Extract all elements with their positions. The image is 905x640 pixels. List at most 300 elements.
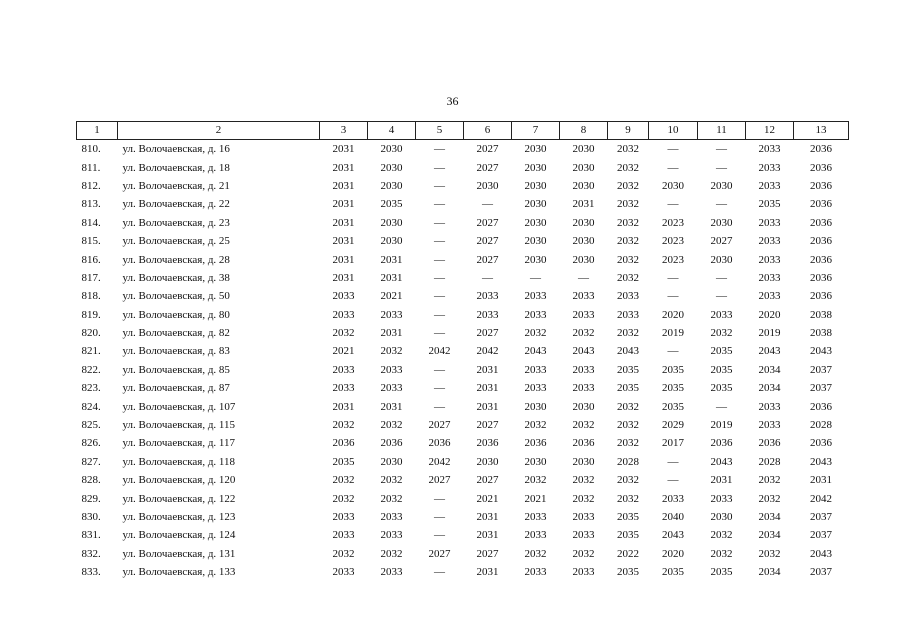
year-cell: 2037 — [810, 529, 832, 542]
year-cell: — — [434, 566, 445, 579]
year-cell: 2032 — [380, 547, 403, 560]
year-cell: 2028 — [758, 455, 781, 468]
data-table — [76, 121, 849, 581]
address-cell: ул. Волочаевская, д. 118 — [122, 455, 236, 468]
year-cell: 2027 — [428, 547, 451, 560]
year-cell: — — [434, 216, 445, 229]
year-cell: — — [716, 161, 727, 174]
year-cell: 2027 — [476, 216, 499, 229]
year-cell: 2037 — [810, 382, 832, 395]
year-cell: 2032 — [332, 547, 355, 560]
table-row — [77, 526, 849, 544]
year-cell: 2021 — [476, 492, 499, 505]
year-cell: 2032 — [710, 547, 733, 560]
header-cell: 1 — [77, 122, 118, 140]
year-cell: 2033 — [380, 566, 403, 579]
year-cell: 2035 — [662, 382, 684, 395]
year-cell: 2032 — [572, 327, 595, 340]
year-cell: 2020 — [662, 547, 684, 560]
year-cell: — — [667, 198, 679, 211]
year-cell: 2033 — [524, 511, 547, 523]
row-number: 825. — [81, 419, 101, 432]
year-cell: — — [434, 529, 445, 542]
year-cell: 2032 — [617, 327, 639, 340]
year-cell: 2037 — [810, 566, 832, 579]
year-cell: 2030 — [380, 161, 403, 174]
year-cell: — — [434, 179, 445, 192]
table-row — [77, 269, 849, 287]
year-cell: 2032 — [758, 547, 781, 560]
header-cell: 9 — [608, 122, 649, 140]
year-cell: 2036 — [476, 437, 499, 450]
year-cell: 2035 — [662, 566, 684, 579]
year-cell: 2031 — [332, 271, 355, 284]
address-cell: ул. Волочаевская, д. 23 — [122, 216, 230, 229]
year-cell: 2020 — [758, 308, 781, 321]
year-cell: 2043 — [810, 455, 832, 468]
year-cell: 2032 — [572, 547, 595, 560]
year-cell: 2032 — [617, 437, 639, 450]
address-cell: ул. Волочаевская, д. 22 — [122, 198, 230, 211]
table-row — [77, 342, 849, 360]
address-cell: ул. Волочаевская, д. 117 — [122, 437, 236, 450]
year-cell: — — [434, 308, 445, 321]
year-cell: — — [667, 271, 679, 284]
year-cell: 2032 — [617, 400, 639, 413]
table-row — [77, 287, 849, 305]
year-cell: 2042 — [476, 345, 499, 358]
year-cell: 2031 — [332, 400, 355, 413]
year-cell: 2033 — [758, 290, 781, 303]
table-row — [77, 563, 849, 581]
year-cell: 2030 — [524, 253, 547, 266]
year-cell: 2033 — [380, 529, 403, 542]
year-cell: 2033 — [524, 363, 547, 376]
address-cell: ул. Волочаевская, д. 123 — [122, 511, 236, 523]
year-cell: 2036 — [810, 161, 832, 174]
year-cell: 2031 — [476, 529, 499, 542]
header-cell: 10 — [649, 122, 698, 140]
year-cell: 2032 — [617, 271, 639, 284]
year-cell: 2031 — [380, 400, 403, 413]
year-cell: 2032 — [617, 235, 639, 248]
year-cell: 2036 — [332, 437, 355, 450]
table-row — [77, 397, 849, 415]
year-cell: 2038 — [810, 327, 832, 340]
year-cell: 2032 — [617, 161, 639, 174]
year-cell: 2034 — [758, 511, 781, 523]
year-cell: 2034 — [758, 566, 781, 579]
row-number: 813. — [81, 198, 101, 211]
year-cell: 2030 — [572, 179, 595, 192]
year-cell: 2033 — [758, 253, 781, 266]
row-number: 812. — [81, 179, 101, 192]
page-number: 36 — [446, 94, 459, 108]
year-cell: 2019 — [662, 327, 684, 340]
table-row — [77, 158, 849, 176]
year-cell: — — [434, 400, 445, 413]
year-cell: — — [434, 198, 445, 211]
year-cell: 2032 — [617, 253, 639, 266]
year-cell: 2033 — [332, 290, 355, 303]
year-cell: 2031 — [332, 198, 355, 211]
year-cell: 2023 — [662, 253, 684, 266]
row-number: 831. — [81, 529, 101, 542]
year-cell: 2030 — [524, 400, 547, 413]
row-number: 822. — [81, 363, 101, 376]
year-cell: — — [667, 455, 679, 468]
year-cell: 2032 — [617, 419, 639, 432]
header-cell: 6 — [464, 122, 512, 140]
year-cell: 2030 — [380, 179, 403, 192]
year-cell: 2031 — [332, 235, 355, 248]
year-cell: 2034 — [758, 529, 781, 542]
address-cell: ул. Волочаевская, д. 80 — [122, 308, 230, 321]
address-cell: ул. Волочаевская, д. 133 — [122, 566, 236, 579]
year-cell: 2028 — [617, 455, 639, 468]
year-cell: — — [434, 235, 445, 248]
year-cell: 2036 — [810, 179, 832, 192]
header-cell: 13 — [794, 122, 849, 140]
year-cell: 2042 — [428, 345, 451, 358]
year-cell: — — [434, 327, 445, 340]
year-cell: 2032 — [617, 216, 639, 229]
year-cell: 2030 — [476, 179, 499, 192]
year-cell: 2036 — [810, 400, 832, 413]
year-cell: 2032 — [332, 474, 355, 487]
year-cell: 2036 — [810, 216, 832, 229]
row-number: 828. — [81, 474, 101, 487]
year-cell: — — [434, 161, 445, 174]
year-cell: 2030 — [380, 216, 403, 229]
row-number: 821. — [81, 345, 101, 358]
header-cell: 5 — [416, 122, 464, 140]
year-cell: 2035 — [617, 511, 639, 523]
year-cell: 2034 — [758, 382, 781, 395]
year-cell: 2030 — [524, 179, 547, 192]
address-cell: ул. Волочаевская, д. 82 — [122, 327, 230, 340]
year-cell: — — [434, 492, 445, 505]
row-number: 829. — [81, 492, 101, 505]
year-cell: 2031 — [476, 363, 499, 376]
year-cell: 2033 — [332, 529, 355, 542]
address-cell: ул. Волочаевская, д. 50 — [122, 290, 230, 303]
year-cell: 2030 — [572, 400, 595, 413]
year-cell: 2031 — [332, 179, 355, 192]
table-row — [77, 250, 849, 268]
year-cell: 2033 — [380, 363, 403, 376]
year-cell: 2036 — [810, 235, 832, 248]
header-cell: 12 — [746, 122, 794, 140]
year-cell: 2033 — [758, 235, 781, 248]
year-cell: 2035 — [758, 198, 781, 211]
year-cell: 2033 — [476, 308, 499, 321]
year-cell: 2027 — [476, 547, 499, 560]
year-cell: — — [716, 400, 727, 413]
year-cell: 2023 — [662, 235, 684, 248]
address-cell: ул. Волочаевская, д. 83 — [122, 345, 230, 358]
year-cell: — — [434, 511, 445, 523]
year-cell: 2033 — [572, 290, 595, 303]
year-cell: 2043 — [810, 547, 832, 560]
year-cell: 2030 — [524, 198, 547, 211]
table-row — [77, 453, 849, 471]
year-cell: 2035 — [710, 345, 733, 358]
row-number: 816. — [81, 253, 101, 266]
year-cell: 2030 — [476, 455, 499, 468]
year-cell: 2040 — [662, 511, 684, 523]
year-cell: 2022 — [617, 547, 639, 560]
year-cell: 2030 — [572, 253, 595, 266]
year-cell: 2030 — [572, 216, 595, 229]
year-cell: 2021 — [332, 345, 355, 358]
year-cell: 2030 — [710, 253, 733, 266]
year-cell: — — [667, 143, 679, 156]
year-cell: — — [482, 198, 493, 211]
table-body — [77, 140, 849, 582]
year-cell: 2033 — [572, 308, 595, 321]
header-cell: 11 — [698, 122, 746, 140]
year-cell: 2031 — [710, 474, 733, 487]
address-cell: ул. Волочаевская, д. 38 — [122, 271, 230, 284]
year-cell: 2033 — [524, 529, 547, 542]
year-cell: 2033 — [380, 511, 403, 523]
year-cell: 2035 — [617, 566, 639, 579]
year-cell: 2033 — [332, 511, 355, 523]
table-row — [77, 361, 849, 379]
address-cell: ул. Волочаевская, д. 122 — [122, 492, 236, 505]
row-number: 810. — [81, 143, 101, 156]
year-cell: 2033 — [332, 363, 355, 376]
year-cell: 2033 — [332, 308, 355, 321]
year-cell: 2027 — [476, 253, 499, 266]
year-cell: 2043 — [810, 345, 832, 358]
year-cell: 2031 — [380, 253, 403, 266]
year-cell: — — [434, 363, 445, 376]
address-cell: ул. Волочаевская, д. 25 — [122, 235, 230, 248]
year-cell: 2036 — [810, 253, 832, 266]
year-cell: 2030 — [710, 179, 733, 192]
year-cell: 2036 — [810, 290, 832, 303]
year-cell: 2033 — [524, 290, 547, 303]
year-cell: 2031 — [380, 271, 403, 284]
year-cell: 2033 — [380, 308, 403, 321]
year-cell: 2030 — [524, 143, 547, 156]
year-cell: 2032 — [617, 492, 639, 505]
year-cell: 2030 — [524, 455, 547, 468]
table-row — [77, 177, 849, 195]
year-cell: 2037 — [810, 363, 832, 376]
year-cell: 2033 — [572, 566, 595, 579]
year-cell: 2033 — [617, 308, 639, 321]
year-cell: 2031 — [332, 161, 355, 174]
table-row — [77, 489, 849, 507]
year-cell: 2033 — [524, 382, 547, 395]
year-cell: 2033 — [758, 400, 781, 413]
year-cell: 2032 — [617, 198, 639, 211]
year-cell: — — [434, 382, 445, 395]
year-cell: 2031 — [332, 216, 355, 229]
table-row — [77, 471, 849, 489]
year-cell: — — [530, 271, 541, 284]
year-cell: 2033 — [758, 271, 781, 284]
table-row — [77, 195, 849, 213]
year-cell: 2035 — [332, 455, 355, 468]
year-cell: — — [716, 271, 727, 284]
year-cell: 2032 — [572, 492, 595, 505]
year-cell: 2036 — [428, 437, 451, 450]
table-row — [77, 140, 849, 159]
year-cell: 2036 — [572, 437, 595, 450]
year-cell: 2030 — [572, 161, 595, 174]
year-cell: 2037 — [810, 511, 832, 523]
year-cell: 2031 — [332, 143, 355, 156]
table-row — [77, 214, 849, 232]
year-cell: 2028 — [810, 419, 832, 432]
year-cell: 2035 — [710, 566, 733, 579]
year-cell: 2031 — [572, 198, 595, 211]
year-cell: 2036 — [380, 437, 403, 450]
year-cell: 2033 — [710, 492, 733, 505]
year-cell: 2034 — [758, 363, 781, 376]
year-cell: 2043 — [662, 529, 684, 542]
row-number: 823. — [81, 382, 101, 395]
year-cell: 2033 — [758, 179, 781, 192]
year-cell: 2035 — [617, 529, 639, 542]
year-cell: 2036 — [810, 437, 832, 450]
year-cell: 2030 — [662, 179, 684, 192]
year-cell: 2021 — [524, 492, 547, 505]
year-cell: 2033 — [524, 566, 547, 579]
year-cell: 2032 — [572, 419, 595, 432]
year-cell: 2033 — [524, 308, 547, 321]
year-cell: 2027 — [476, 327, 499, 340]
year-cell: 2032 — [758, 474, 781, 487]
header-cell: 3 — [320, 122, 368, 140]
year-cell: 2036 — [810, 198, 832, 211]
year-cell: — — [434, 253, 445, 266]
year-cell: 2042 — [428, 455, 451, 468]
address-cell: ул. Волочаевская, д. 87 — [122, 382, 230, 395]
year-cell: 2043 — [572, 345, 595, 358]
year-cell: 2030 — [524, 216, 547, 229]
table-row — [77, 232, 849, 250]
year-cell: 2030 — [710, 216, 733, 229]
table-row — [77, 545, 849, 563]
row-number: 811. — [81, 161, 101, 174]
header-row — [77, 122, 849, 140]
table-row — [77, 434, 849, 452]
year-cell: — — [434, 271, 445, 284]
year-cell: 2035 — [380, 198, 403, 211]
year-cell: 2036 — [758, 437, 781, 450]
year-cell: 2033 — [572, 363, 595, 376]
row-number: 832. — [81, 547, 101, 560]
year-cell: 2027 — [476, 474, 499, 487]
address-cell: ул. Волочаевская, д. 107 — [122, 400, 236, 413]
year-cell: 2033 — [710, 308, 733, 321]
year-cell: 2033 — [332, 382, 355, 395]
year-cell: 2036 — [810, 271, 832, 284]
year-cell: 2036 — [810, 143, 832, 156]
address-cell: ул. Волочаевская, д. 18 — [122, 161, 230, 174]
year-cell: 2031 — [476, 511, 499, 523]
year-cell: 2021 — [380, 290, 403, 303]
year-cell: 2043 — [758, 345, 781, 358]
year-cell: 2043 — [710, 455, 733, 468]
table-row — [77, 324, 849, 342]
row-number: 819. — [81, 308, 101, 321]
year-cell: 2027 — [476, 161, 499, 174]
year-cell: 2029 — [662, 419, 684, 432]
row-number: 820. — [81, 327, 101, 340]
header-cell: 4 — [368, 122, 416, 140]
row-number: 814. — [81, 216, 101, 229]
year-cell: 2038 — [810, 308, 832, 321]
year-cell: 2033 — [758, 143, 781, 156]
address-cell: ул. Волочаевская, д. 131 — [122, 547, 236, 560]
row-number: 815. — [81, 235, 101, 248]
year-cell: 2035 — [710, 363, 733, 376]
year-cell: 2030 — [524, 161, 547, 174]
year-cell: 2032 — [617, 143, 639, 156]
year-cell: 2030 — [710, 511, 733, 523]
year-cell: 2027 — [428, 474, 451, 487]
year-cell: 2032 — [524, 547, 547, 560]
table-row — [77, 379, 849, 397]
year-cell: 2035 — [617, 382, 639, 395]
year-cell: 2023 — [662, 216, 684, 229]
year-cell: 2032 — [617, 474, 639, 487]
year-cell: 2030 — [380, 143, 403, 156]
year-cell: 2032 — [332, 327, 355, 340]
year-cell: — — [667, 474, 679, 487]
year-cell: 2027 — [476, 235, 499, 248]
year-cell: 2027 — [476, 419, 499, 432]
row-number: 824. — [81, 400, 101, 413]
header-cell: 7 — [512, 122, 560, 140]
year-cell: 2033 — [617, 290, 639, 303]
year-cell: 2030 — [572, 455, 595, 468]
row-number: 826. — [81, 437, 101, 450]
year-cell: 2032 — [710, 327, 733, 340]
year-cell: 2031 — [476, 566, 499, 579]
year-cell: 2033 — [758, 161, 781, 174]
address-cell: ул. Волочаевская, д. 120 — [122, 474, 236, 487]
year-cell: 2033 — [572, 511, 595, 523]
year-cell: 2032 — [380, 419, 403, 432]
year-cell: 2032 — [380, 474, 403, 487]
table-row — [77, 306, 849, 324]
row-number: 830. — [81, 511, 101, 523]
year-cell: 2033 — [380, 382, 403, 395]
year-cell: 2032 — [380, 345, 403, 358]
row-number: 817. — [81, 271, 101, 284]
table-row — [77, 416, 849, 434]
address-cell: ул. Волочаевская, д. 16 — [122, 143, 230, 156]
year-cell: — — [434, 290, 445, 303]
year-cell: 2027 — [476, 143, 499, 156]
year-cell: 2036 — [524, 437, 547, 450]
address-cell: ул. Волочаевская, д. 85 — [122, 363, 230, 376]
year-cell: 2035 — [710, 382, 733, 395]
year-cell: 2032 — [332, 419, 355, 432]
year-cell: 2031 — [476, 382, 499, 395]
year-cell: 2019 — [710, 419, 733, 432]
year-cell: 2032 — [524, 474, 547, 487]
year-cell: — — [482, 271, 493, 284]
year-cell: 2031 — [476, 400, 499, 413]
